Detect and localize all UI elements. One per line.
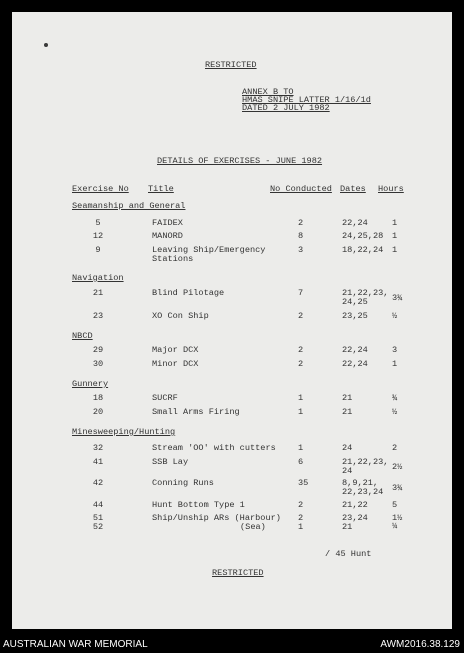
- exercise-number: 44: [92, 500, 104, 510]
- exercise-dates: 22,24: [342, 359, 368, 369]
- exercise-number: 9: [95, 245, 101, 255]
- exercise-title: XO Con Ship: [152, 311, 209, 321]
- exercise-hours: ¼: [392, 521, 398, 531]
- exercise-dates: 23,24: [342, 513, 368, 523]
- exercise-number: 23: [92, 311, 104, 321]
- exercise-title: SUCRF: [152, 393, 178, 403]
- exercise-title-continued: Stations: [152, 254, 194, 264]
- exercise-dates: 21: [342, 393, 353, 403]
- exercise-dates: 22,24: [342, 218, 368, 228]
- exercise-title: Leaving Ship/Emergency: [152, 245, 266, 255]
- times-conducted: 7: [298, 288, 304, 298]
- exercise-hours: 3¾: [392, 483, 403, 493]
- exercise-number: 42: [92, 478, 104, 488]
- exercise-number: 18: [92, 393, 104, 403]
- times-conducted: 35: [298, 478, 309, 488]
- exercise-hours: 1: [392, 245, 398, 255]
- exercise-number: 21: [92, 288, 104, 298]
- times-conducted: 2: [298, 311, 304, 321]
- exercise-dates: 24: [342, 443, 353, 453]
- exercise-number: 20: [92, 407, 104, 417]
- exercise-hours: 3¾: [392, 293, 403, 303]
- annex-line-2: HMAS SNIPE LATTER 1/16/1d: [242, 95, 371, 105]
- header-exercise-no: Exercise No: [72, 184, 129, 194]
- exercise-dates: 24,25,28: [342, 231, 384, 241]
- section-heading: NBCD: [72, 331, 93, 341]
- exercise-hours: 5: [392, 500, 398, 510]
- section-heading: Gunnery: [72, 379, 109, 389]
- times-conducted: 2: [298, 359, 304, 369]
- exercise-dates: 21,22,23,: [342, 457, 389, 467]
- exercise-number: 41: [92, 457, 104, 467]
- times-conducted: 2: [298, 345, 304, 355]
- section-heading: Seamanship and General: [72, 201, 186, 211]
- exercise-number: 29: [92, 345, 104, 355]
- exercise-number: 52: [92, 522, 104, 532]
- exercise-title: Small Arms Firing: [152, 407, 240, 417]
- header-hours: Hours: [378, 184, 404, 194]
- header-dates: Dates: [340, 184, 366, 194]
- header-title: Title: [148, 184, 174, 194]
- exercise-number: 30: [92, 359, 104, 369]
- times-conducted: 1: [298, 393, 304, 403]
- exercise-title: Minor DCX: [152, 359, 199, 369]
- exercise-dates: 21,22: [342, 500, 368, 510]
- footer-institution: AUSTRALIAN WAR MEMORIAL: [3, 639, 148, 650]
- exercise-hours: 2: [392, 443, 398, 453]
- exercise-hours: ½: [392, 311, 398, 321]
- section-heading: Navigation: [72, 273, 124, 283]
- exercise-dates-continued: 22,23,24: [342, 487, 384, 497]
- exercise-title: Blind Pilotage: [152, 288, 225, 298]
- document-page: [12, 12, 452, 629]
- exercise-hours: 1: [392, 359, 398, 369]
- header-no-conducted: No Conducted: [270, 184, 332, 194]
- exercise-hours: 1: [392, 218, 398, 228]
- times-conducted: 8: [298, 231, 304, 241]
- footer-accession-number: AWM2016.38.129: [380, 639, 460, 650]
- times-conducted: 1: [298, 407, 304, 417]
- footer-bar: [0, 636, 464, 653]
- times-conducted: 3: [298, 245, 304, 255]
- exercise-title: Conning Runs: [152, 478, 214, 488]
- exercise-hours: 3: [392, 345, 398, 355]
- times-conducted: 2: [298, 513, 304, 523]
- times-conducted: 2: [298, 218, 304, 228]
- exercise-dates: 21: [342, 407, 353, 417]
- exercise-title: SSB Lay: [152, 457, 189, 467]
- annex-line-1: ANNEX B TO: [242, 87, 294, 97]
- exercise-dates-continued: 24,25: [342, 297, 368, 307]
- exercise-hours: 1: [392, 231, 398, 241]
- exercise-dates: 22,24: [342, 345, 368, 355]
- annex-line-3: DATED 2 JULY 1982: [242, 103, 330, 113]
- exercise-title: Ship/Unship ARs (Harbour): [152, 513, 281, 523]
- exercise-dates-continued: 24: [342, 466, 353, 476]
- exercise-title: Major DCX: [152, 345, 199, 355]
- exercise-dates: 8,9,21,: [342, 478, 379, 488]
- classification-bottom: RESTRICTED: [212, 568, 264, 578]
- exercise-hours: ½: [392, 407, 398, 417]
- exercise-title-continued: (Sea): [240, 522, 266, 532]
- document-title: DETAILS OF EXERCISES - JUNE 1982: [157, 156, 323, 166]
- exercise-number: 32: [92, 443, 104, 453]
- times-conducted: 6: [298, 457, 304, 467]
- exercise-hours: 1½: [392, 513, 403, 523]
- times-conducted: 1: [298, 443, 304, 453]
- exercise-number: 12: [92, 231, 104, 241]
- exercise-hours: 2½: [392, 462, 403, 472]
- exercise-title: Hunt Bottom Type 1: [152, 500, 245, 510]
- exercise-title: FAIDEX: [152, 218, 183, 228]
- exercise-number: 51: [92, 513, 104, 523]
- exercise-hours: ¾: [392, 393, 398, 403]
- exercise-title: Stream 'OO' with cutters: [152, 443, 276, 453]
- punch-hole-mark: [44, 43, 48, 47]
- exercise-dates-continued: 21: [342, 522, 353, 532]
- exercise-dates: 18,22,24: [342, 245, 384, 255]
- classification-top: RESTRICTED: [205, 60, 257, 70]
- exercise-dates: 23,25: [342, 311, 368, 321]
- hunt-note: / 45 Hunt: [325, 549, 372, 559]
- section-heading: Minesweeping/Hunting: [72, 427, 176, 437]
- exercise-number: 5: [95, 218, 101, 228]
- times-conducted: 1: [298, 522, 304, 532]
- exercise-title: MANORD: [152, 231, 183, 241]
- exercise-dates: 21,22,23,: [342, 288, 389, 298]
- times-conducted: 2: [298, 500, 304, 510]
